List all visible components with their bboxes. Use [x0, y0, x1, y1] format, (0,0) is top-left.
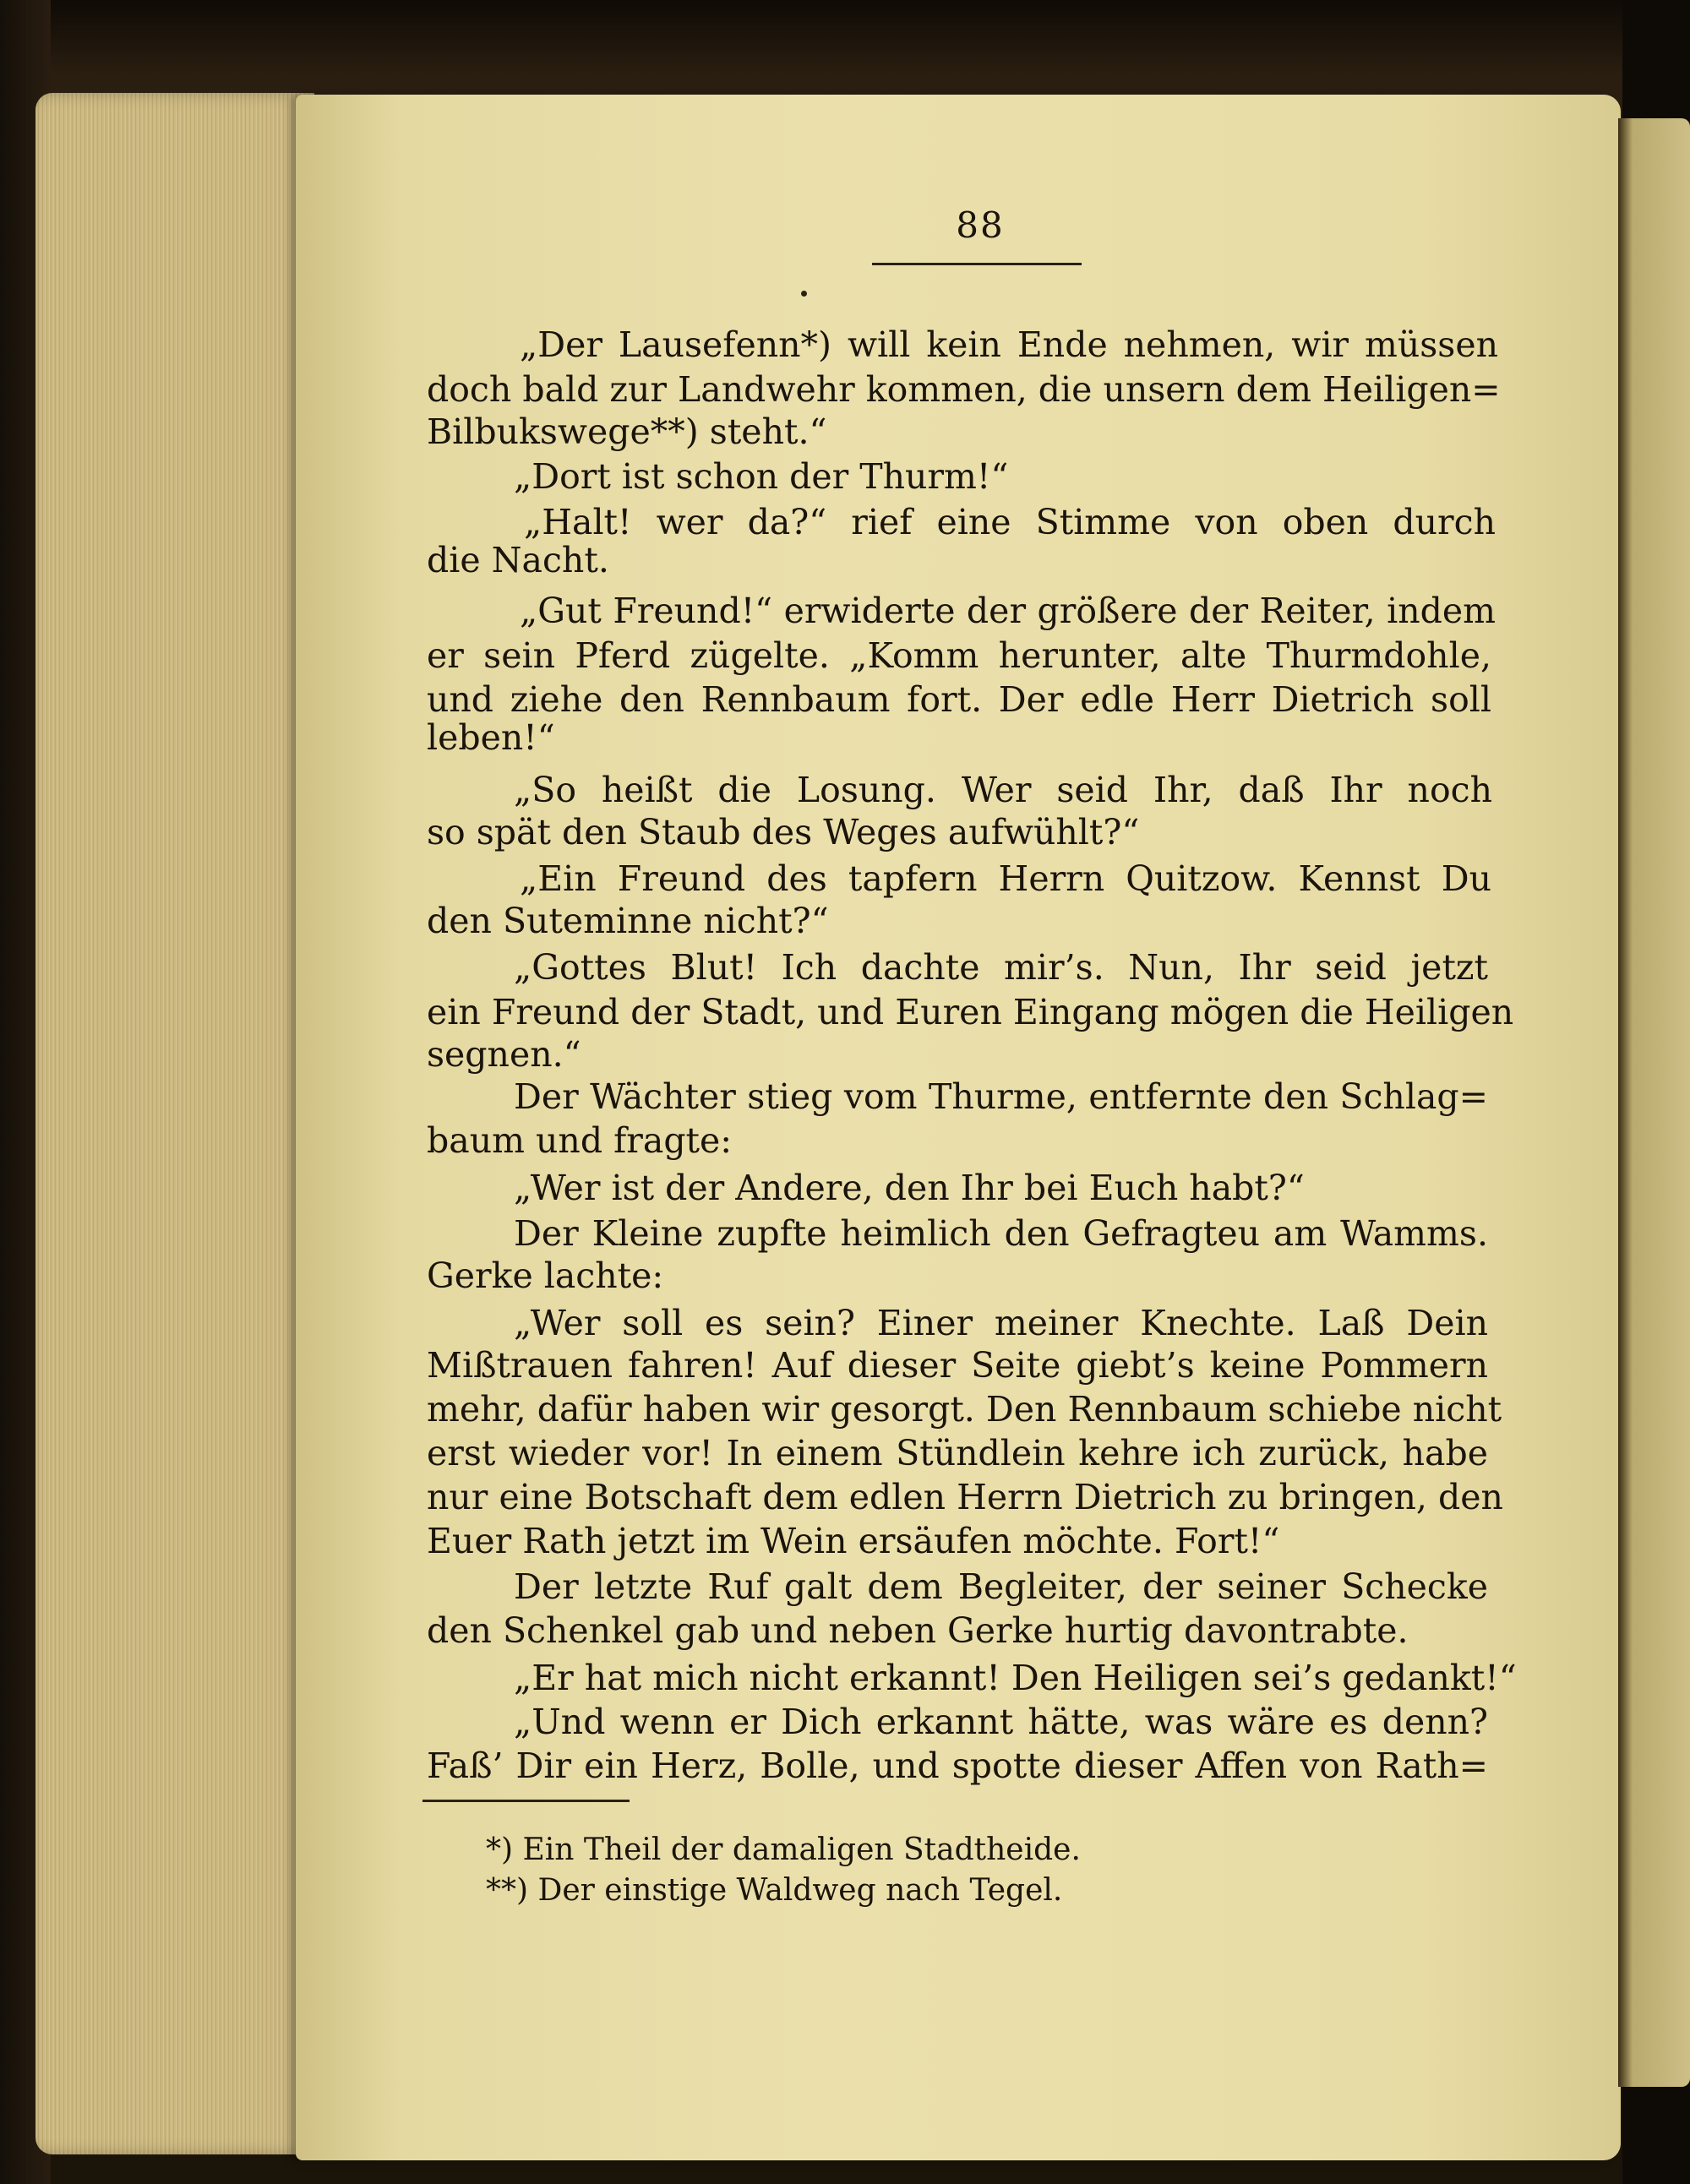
- text-line: „Wer ist der Andere, den Ihr bei Euch habt?“: [514, 1168, 1305, 1208]
- text-line: Bilbukswege**) steht.“: [427, 411, 827, 452]
- footnote: *) Ein Theil der damaligen Stadtheide.: [486, 1833, 1081, 1867]
- text-line: doch bald zur Landwehr kommen, die unsern dem Heiligen=: [427, 369, 1501, 410]
- text-line: „Und wenn er Dich erkannt hätte, was wäre es denn?: [514, 1702, 1488, 1742]
- text-line: baum und fragte:: [427, 1120, 733, 1161]
- text-line: „Ein Freund des tapfern Herrn Quitzow. Kennst Du: [520, 858, 1491, 899]
- text-line: die Nacht.: [427, 540, 609, 580]
- text-line: Der Wächter stieg vom Thurme, entfernte den Schlag=: [514, 1076, 1488, 1117]
- text-line: „Halt! wer da?“ rief eine Stimme von oben durch: [524, 502, 1496, 542]
- text-line: „Gut Freund!“ erwiderte der größere der Reiter, indem: [520, 591, 1496, 631]
- text-line: Mißtrauen fahren! Auf dieser Seite giebt’s keine Pommern: [427, 1345, 1488, 1386]
- footnote: **) Der einstige Waldweg nach Tegel.: [486, 1873, 1063, 1908]
- header-rule: [872, 263, 1082, 265]
- text-line: mehr, dafür haben wir gesorgt. Den Rennbaum schiebe nicht: [427, 1389, 1502, 1430]
- text-line: leben!“: [427, 717, 555, 758]
- text-line: Gerke lachte:: [427, 1255, 664, 1296]
- ink-mark: [801, 291, 807, 297]
- text-line: Euer Rath jetzt im Wein ersäufen möchte. Fort!“: [427, 1521, 1280, 1561]
- text-line: „Der Lausefenn*) will kein Ende nehmen, wir müssen: [520, 324, 1498, 365]
- text-line: den Schenkel gab und neben Gerke hurtig davontrabte.: [427, 1610, 1409, 1651]
- text-line: segnen.“: [427, 1034, 581, 1075]
- text-line: nur eine Botschaft dem edlen Herrn Dietrich zu bringen, den: [427, 1477, 1503, 1517]
- text-line: „So heißt die Losung. Wer seid Ihr, daß Ihr noch: [514, 770, 1492, 810]
- text-line: so spät den Staub des Weges aufwühlt?“: [427, 812, 1140, 852]
- text-line: „Gottes Blut! Ich dachte mir’s. Nun, Ihr seid jetzt: [514, 947, 1488, 988]
- text-line: Der letzte Ruf galt dem Begleiter, der seiner Schecke: [514, 1566, 1488, 1607]
- text-line: „Er hat mich nicht erkannt! Den Heiligen sei’s gedankt!“: [514, 1658, 1517, 1698]
- text-line: Faß’ Dir ein Herz, Bolle, und spotte dieser Affen von Rath=: [427, 1746, 1488, 1786]
- text-line: Der Kleine zupfte heimlich den Gefragteu am Wamms.: [514, 1213, 1488, 1254]
- text-line: den Suteminne nicht?“: [427, 901, 829, 941]
- text-line: ein Freund der Stadt, und Euren Eingang mögen die Heiligen: [427, 992, 1514, 1032]
- text-line: „Dort ist schon der Thurm!“: [514, 456, 1009, 497]
- text-line: er sein Pferd zügelte. „Komm herunter, alte Thurmdohle,: [427, 635, 1491, 676]
- text-line: und ziehe den Rennbaum fort. Der edle Herr Dietrich soll: [427, 679, 1491, 720]
- page-number: 88: [956, 204, 1005, 246]
- footnote-rule: [422, 1800, 630, 1802]
- text-line: erst wieder vor! In einem Stündlein kehre ich zurück, habe: [427, 1433, 1488, 1473]
- text-line: „Wer soll es sein? Einer meiner Knechte. Laß Dein: [514, 1303, 1488, 1343]
